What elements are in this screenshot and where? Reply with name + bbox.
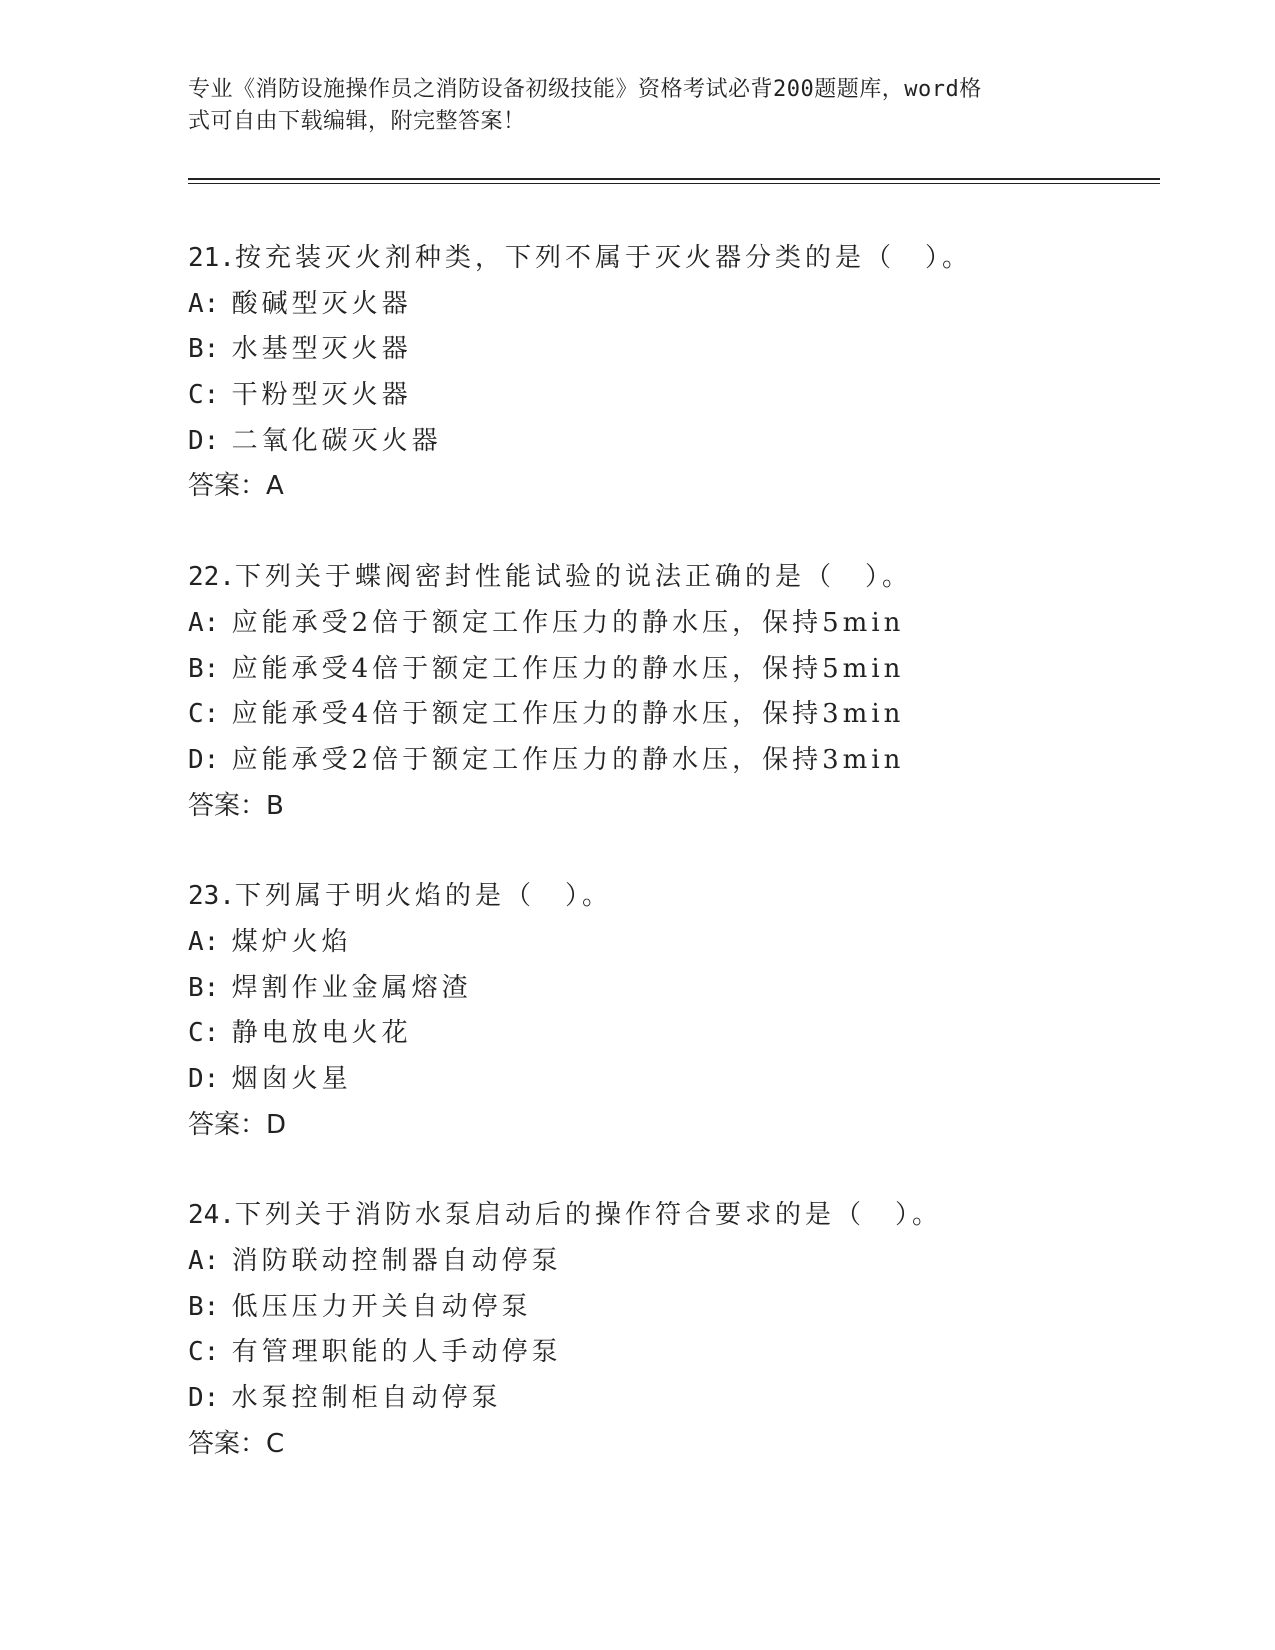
option-text: 酸碱型灭火器: [231, 288, 412, 319]
option-text: 有管理职能的人手动停泵: [231, 1337, 562, 1368]
option-b: [188, 1285, 1168, 1331]
answer-line: 答案：C: [188, 1428, 285, 1459]
option-c: [188, 373, 1168, 419]
option-d: [188, 1057, 1168, 1103]
header-line-1: 专业《消防设施操作员之消防设备初级技能》资格考试必背200题题库，word格: [188, 77, 982, 102]
question-number: 24.: [188, 1200, 235, 1231]
question-text: 按充装灭火剂种类，下列不属于灭火器分类的是（ ）。: [234, 243, 972, 273]
question-stem: [188, 1193, 1168, 1239]
question-number: 23.: [188, 881, 235, 912]
question-22: [188, 555, 1168, 829]
header-line-2: 式可自由下载编辑，附完整答案！: [188, 109, 526, 134]
option-letter: A:: [188, 926, 220, 957]
option-text: 静电放电火花: [231, 1018, 412, 1049]
document-header: [188, 74, 1088, 138]
answer-line: 答案：D: [188, 1109, 287, 1140]
option-letter: D:: [188, 1064, 220, 1094]
option-letter: B:: [188, 972, 220, 1003]
option-text: 煤炉火焰: [231, 926, 352, 957]
option-text: 焊割作业金属熔渣: [231, 972, 472, 1003]
option-a: [188, 601, 1168, 647]
option-text: 应能承受4倍于额定工作压力的静水压，保持5min: [231, 653, 905, 684]
option-letter: C:: [188, 1018, 220, 1049]
option-text: 应能承受2倍于额定工作压力的静水压，保持5min: [231, 607, 905, 638]
question-24: [188, 1193, 1168, 1467]
option-letter: A:: [188, 607, 220, 638]
option-b: [188, 966, 1168, 1012]
answer-line: 答案：A: [188, 471, 284, 502]
option-b: [188, 647, 1168, 693]
question-text: 下列关于消防水泵启动后的操作符合要求的是（ ）。: [234, 1200, 942, 1231]
option-a: [188, 1239, 1168, 1285]
option-letter: B:: [188, 1291, 220, 1322]
option-letter: C:: [188, 699, 220, 730]
question-21: [188, 236, 1168, 510]
option-text: 应能承受2倍于额定工作压力的静水压，保持3min: [231, 744, 905, 775]
question-text: 下列属于明火焰的是（ ）。: [234, 881, 612, 912]
answer-line: 答案：B: [188, 790, 284, 821]
option-text: 低压压力开关自动停泵: [231, 1291, 532, 1322]
question-23: [188, 874, 1168, 1148]
option-letter: D:: [188, 1383, 220, 1414]
option-letter: B:: [188, 334, 220, 365]
question-stem: [188, 236, 1168, 282]
option-text: 消防联动控制器自动停泵: [231, 1246, 562, 1277]
header-divider-thin: [188, 183, 1160, 184]
option-text: 水泵控制柜自动停泵: [231, 1383, 502, 1414]
question-number: 22.: [188, 562, 235, 593]
option-d: [188, 419, 1168, 465]
question-list: [188, 236, 1168, 1513]
option-text: 应能承受4倍于额定工作压力的静水压，保持3min: [231, 699, 905, 730]
question-stem: [188, 874, 1168, 920]
option-text: 水基型灭火器: [231, 334, 412, 365]
option-letter: C:: [188, 1337, 220, 1368]
option-c: [188, 1011, 1168, 1057]
question-text: 下列关于蝶阀密封性能试验的说法正确的是（ ）。: [234, 562, 912, 593]
option-letter: A:: [188, 288, 220, 319]
option-a: [188, 920, 1168, 966]
question-number: 21.: [188, 243, 235, 273]
option-c: [188, 1330, 1168, 1376]
option-letter: D:: [188, 425, 220, 456]
option-letter: D:: [188, 744, 220, 775]
option-letter: A:: [188, 1246, 220, 1277]
option-b: [188, 327, 1168, 373]
option-text: 干粉型灭火器: [231, 380, 412, 411]
option-letter: B:: [188, 653, 220, 684]
option-c: [188, 692, 1168, 738]
question-stem: [188, 555, 1168, 601]
option-a: [188, 282, 1168, 328]
option-text: 烟囱火星: [231, 1064, 352, 1094]
option-letter: C:: [188, 380, 220, 411]
header-divider-thick: [188, 178, 1160, 180]
option-d: [188, 1376, 1168, 1422]
option-text: 二氧化碳灭火器: [231, 425, 442, 456]
option-d: [188, 738, 1168, 784]
